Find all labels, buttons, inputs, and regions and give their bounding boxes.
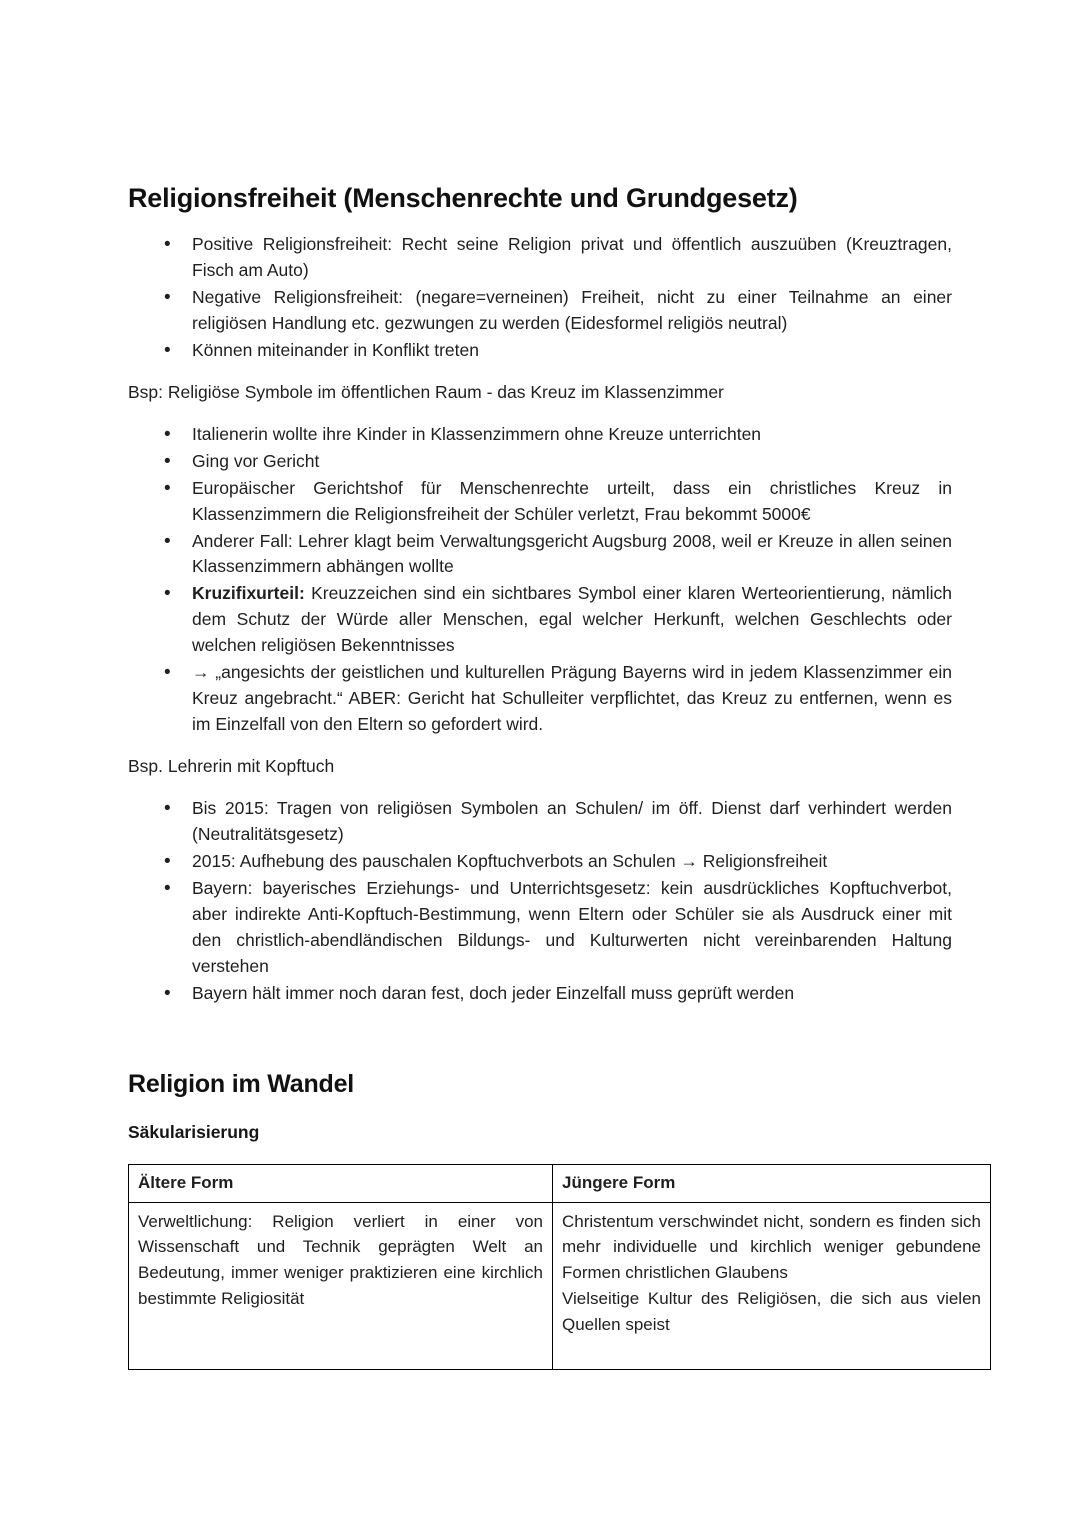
subheading-saekularisierung: Säkularisierung (128, 1122, 260, 1143)
table-header-aeltere-form: Ältere Form (129, 1164, 553, 1202)
table-cell-text-primary: Christentum verschwindet nicht, sondern es finden sich mehr individuelle und kirchlich weniger gebundene Formen christlichen Glaubens (562, 1211, 981, 1283)
list-item: • Bayern hält immer noch daran fest, doch jeder Einzelfall muss geprüft werden (128, 981, 952, 1007)
list-item: • Italienerin wollte ihre Kinder in Klassenzimmern ohne Kreuze unterrichten (128, 422, 952, 448)
table-header-row (129, 1164, 991, 1202)
list-item: • → „angesichts der geistlichen und kulturellen Prägung Bayerns wird in jedem Klassenzimmer ein Kreuz angebracht.“ ABER: Gericht hat Schulleiter verpflichtet, das Kreuz zu entfernen, wenn es im Einzelfall von den Eltern so gefordert wird. (128, 660, 952, 738)
table-row (129, 1202, 991, 1369)
table-header-juengere-form: Jüngere Form (553, 1164, 991, 1202)
table-cell-text-secondary: Vielseitige Kultur des Religiösen, die sich aus vielen Quellen speist (562, 1289, 981, 1334)
list-item: • Negative Religionsfreiheit: (negare=verneinen) Freiheit, nicht zu einer Teilnahme an einer religiösen Handlung etc. gezwungen zu werden (Eidesformel religiös neutral) (128, 285, 952, 337)
list-item: • Ging vor Gericht (128, 449, 952, 475)
table-cell-text: Verweltlichung: Religion verliert in einer von Wissenschaft und Technik geprägten Welt an Bedeutung, immer weniger praktizieren eine kirchlich bestimmte Religiosität (138, 1211, 543, 1309)
table-cell-juengere-form (553, 1202, 991, 1369)
list-item-label: Kreuzzeichen sind ein sichtbares Symbol einer klaren Werteorientierung, nämlich dem Schutz der Würde aller Menschen, egal welcher Herkunft, welchen Geschlechts oder welchen religiösen Bekenntnisses (192, 583, 952, 656)
bullet-list-religionsfreiheit (128, 232, 952, 364)
list-item: • 2015: Aufhebung des pauschalen Kopftuchverbots an Schulen → Religionsfreiheit (128, 849, 952, 875)
section-title-religion-im-wandel: Religion im Wandel (128, 1070, 355, 1099)
example-label-kreuz: Bsp: Religiöse Symbole im öffentlichen Raum - das Kreuz im Klassenzimmer (128, 381, 724, 402)
section-spacer (128, 1023, 952, 1069)
bullet-list-kopftuch (128, 796, 952, 1007)
list-item: • Europäischer Gerichtshof für Menschenrechte urteilt, dass ein christliches Kreuz in Klassenzimmern die Religionsfreiheit der Schüler verletzt, Frau bekommt 5000€ (128, 476, 952, 528)
list-item-kruzifixurteil (128, 581, 952, 659)
bullet-list-kreuz (128, 422, 952, 739)
list-item: • Anderer Fall: Lehrer klagt beim Verwaltungsgericht Augsburg 2008, weil er Kreuze in allen seinen Klassenzimmern abhängen wollte (128, 529, 952, 581)
table-cell-aeltere-form (129, 1202, 553, 1369)
list-item: • Positive Religionsfreiheit: Recht seine Religion privat und öffentlich auszuüben (Kreuztragen, Fisch am Auto) (128, 232, 952, 284)
list-item: • Können miteinander in Konflikt treten (128, 338, 952, 364)
table-saekularisierung (128, 1164, 991, 1370)
document-content (128, 182, 981, 1370)
page-title: Religionsfreiheit (Menschenrechte und Grundgesetz) (128, 183, 798, 213)
list-item: • Bayern: bayerisches Erziehungs- und Unterrichtsgesetz: kein ausdrückliches Kopftuchverbot, aber indirekte Anti-Kopftuch-Bestimmung, wenn Eltern oder Schüler sie als Ausdruck einer mit den christlich-abendländischen Bildungs- und Kulturwerten nicht vereinbarenden Haltung verstehen (128, 876, 952, 980)
example-label-kopftuch: Bsp. Lehrerin mit Kopftuch (128, 756, 335, 777)
list-item: • Bis 2015: Tragen von religiösen Symbolen an Schulen/ im öff. Dienst darf verhindert werden (Neutralitätsgesetz) (128, 796, 952, 848)
list-item-lead: Kruzifixurteil: (192, 583, 305, 604)
